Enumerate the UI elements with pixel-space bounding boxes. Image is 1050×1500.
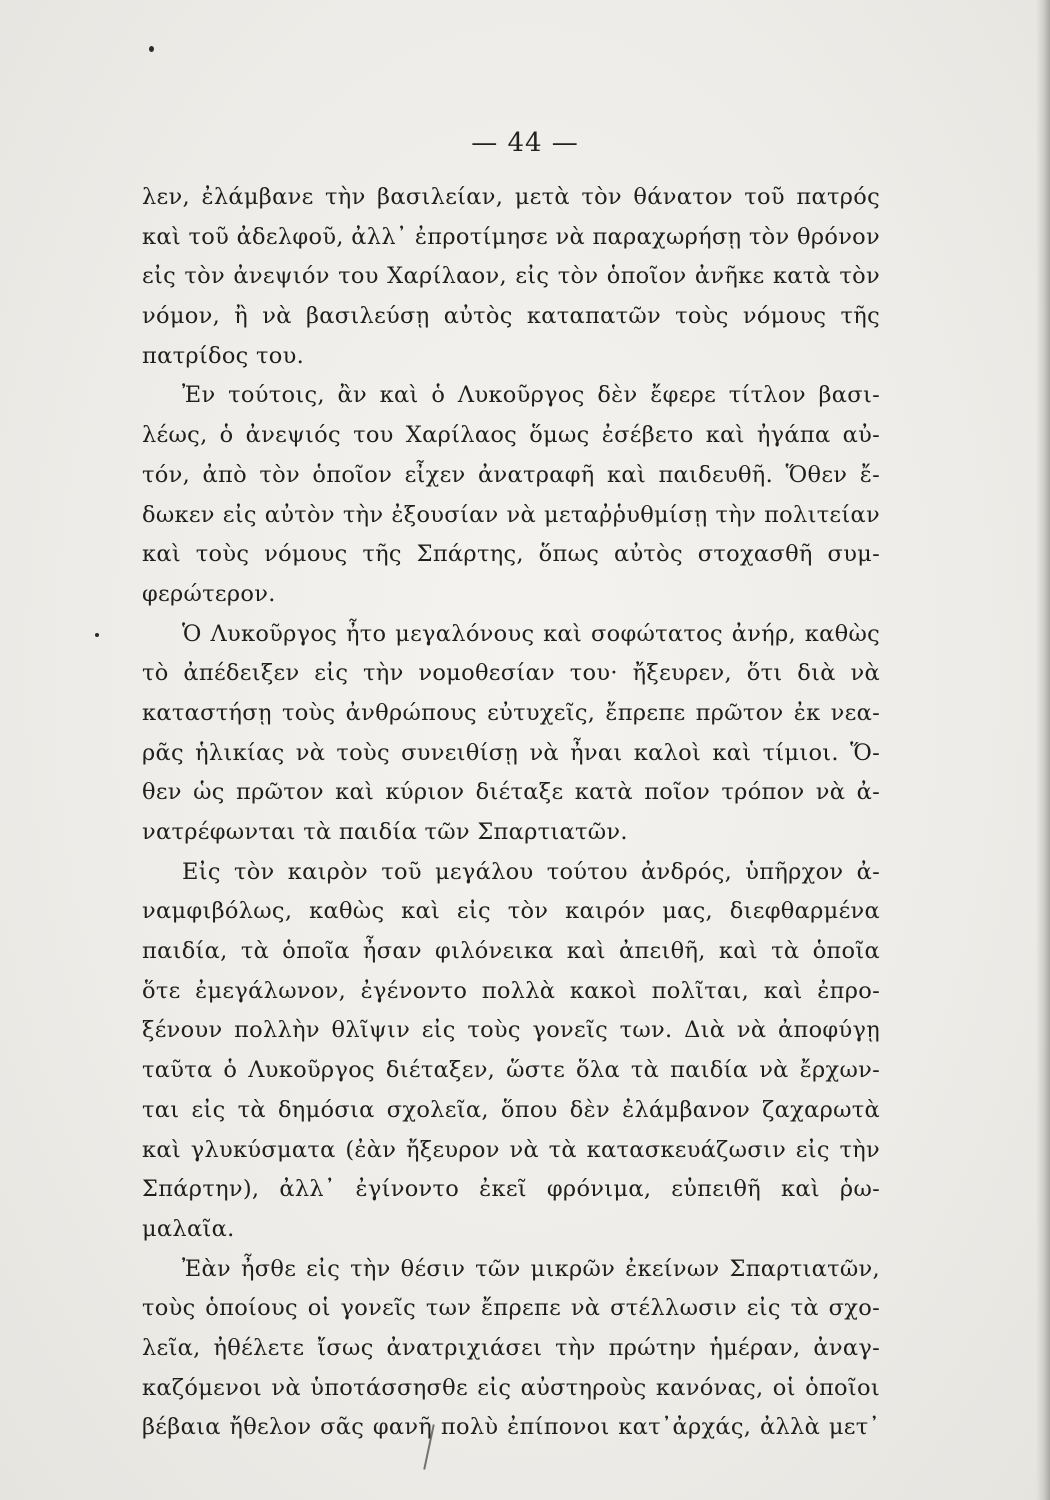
text-line: φερώτερον. — [142, 580, 276, 607]
text-line: ταῦτα ὁ Λυκοῦργος διέταξεν, ὥστε ὅλα τὰ παιδία νὰ ἔρχων- — [142, 1057, 880, 1084]
page-edge-shadow — [1036, 0, 1050, 1500]
text-line: τὸ ἀπέδειξεν εἰς τὴν νομοθεσίαν του· ἤξευρεν, ὅτι διὰ νὰ — [142, 660, 880, 687]
text-line: ὅτε ἐμεγάλωνον, ἐγένοντο πολλὰ κακοὶ πολῖται, καὶ ἐπρο- — [142, 977, 880, 1004]
text-line: δωκεν εἰς αὐτὸν τὴν ἐξουσίαν νὰ μεταῤῥυθμίσῃ τὴν πολιτείαν — [142, 501, 880, 528]
ink-speck — [149, 46, 154, 52]
text-line: θεν ὡς πρῶτον καὶ κύριον διέταξε κατὰ ποῖον τρόπον νὰ ἀ- — [142, 779, 880, 806]
text-line: καταστήσῃ τοὺς ἀνθρώπους εὐτυχεῖς, ἔπρεπε πρῶτον ἐκ νεα- — [142, 699, 880, 726]
text-line: ξένουν πολλὴν θλῖψιν εἰς τοὺς γονεῖς των. Διὰ νὰ ἀποφύγῃ — [142, 1017, 880, 1044]
text-line: καὶ τοὺς νόμους τῆς Σπάρτης, ὅπως αὐτὸς στοχασθῆ συμ- — [142, 541, 880, 568]
text-line: βέβαια ἤθελον σᾶς φανῆ πολὺ ἐπίπονοι κατ᾽ἀρχάς, ἀλλὰ μετ᾽ — [142, 1414, 880, 1441]
text-line: καὶ γλυκύσματα (ἐὰν ἤξευρον νὰ τὰ κατασκευάζωσιν εἰς τὴν — [142, 1136, 880, 1163]
text-line: καὶ τοῦ ἀδελφοῦ, ἀλλ᾽ ἐπροτίμησε νὰ παραχωρήσῃ τὸν θρόνον — [142, 223, 880, 250]
text-line: Σπάρτην), ἀλλ᾽ ἐγίνοντο ἐκεῖ φρόνιμα, εὐπειθῆ καὶ ῥω- — [142, 1176, 880, 1203]
text-line: μαλαῖα. — [142, 1215, 235, 1242]
text-line: λεῖα, ἠθέλετε ἴσως ἀνατριχιάσει τὴν πρώτην ἡμέραν, ἀναγ- — [142, 1334, 880, 1361]
text-line: ναμφιβόλως, καθὼς καὶ εἰς τὸν καιρόν μας, διεφθαρμένα — [142, 898, 880, 925]
text-line: παιδία, τὰ ὁποῖα ἦσαν φιλόνεικα καὶ ἀπειθῆ, καὶ τὰ ὁποῖα — [142, 938, 880, 965]
text-line: Ἐὰν ἦσθε εἰς τὴν θέσιν τῶν μικρῶν ἐκείνων Σπαρτιατῶν, — [182, 1255, 880, 1282]
ink-speck — [95, 633, 99, 637]
text-line: εἰς τὸν ἀνεψιόν του Χαρίλαον, εἰς τὸν ὁποῖον ἀνῆκε κατὰ τὸν — [142, 263, 880, 290]
text-line: Εἰς τὸν καιρὸν τοῦ μεγάλου τούτου ἀνδρός, ὑπῆρχον ἀ- — [182, 858, 880, 885]
text-line: ται εἰς τὰ δημόσια σχολεῖα, ὅπου δὲν ἐλάμβανον ζαχαρωτὰ — [142, 1096, 880, 1123]
text-line: Ἐν τούτοις, ἂν καὶ ὁ Λυκοῦργος δὲν ἔφερε τίτλον βασι- — [182, 382, 880, 409]
text-line: Ὁ Λυκοῦργος ἦτο μεγαλόνους καὶ σοφώτατος ἀνήρ, καθὼς — [182, 620, 880, 647]
text-line: λέως, ὁ ἀνεψιός του Χαρίλαος ὅμως ἐσέβετο καὶ ἠγάπα αὐ- — [142, 422, 880, 449]
text-line: νόμον, ἢ νὰ βασιλεύσῃ αὐτὸς καταπατῶν τοὺς νόμους τῆς — [142, 303, 880, 330]
text-line: τοὺς ὁποίους οἱ γονεῖς των ἔπρεπε νὰ στέλλωσιν εἰς τὰ σχο- — [142, 1295, 880, 1322]
page-number: — 44 — — [471, 128, 579, 158]
text-line: νατρέφωνται τὰ παιδία τῶν Σπαρτιατῶν. — [142, 819, 628, 845]
body-text — [142, 178, 880, 1448]
text-line: ρᾶς ἡλικίας νὰ τοὺς συνειθίσῃ νὰ ἦναι καλοὶ καὶ τίμιοι. Ὅ- — [142, 739, 880, 766]
text-line: λεν, ἐλάμβανε τὴν βασιλείαν, μετὰ τὸν θάνατον τοῦ πατρός — [142, 184, 880, 210]
text-line: τόν, ἀπὸ τὸν ὁποῖον εἶχεν ἀνατραφῆ καὶ παιδευθῆ. Ὅθεν ἔ- — [142, 461, 880, 488]
text-line: καζόμενοι νὰ ὑποτάσσησθε εἰς αὐστηροὺς κανόνας, οἱ ὁποῖοι — [142, 1374, 880, 1401]
text-line: πατρίδος του. — [142, 342, 305, 369]
